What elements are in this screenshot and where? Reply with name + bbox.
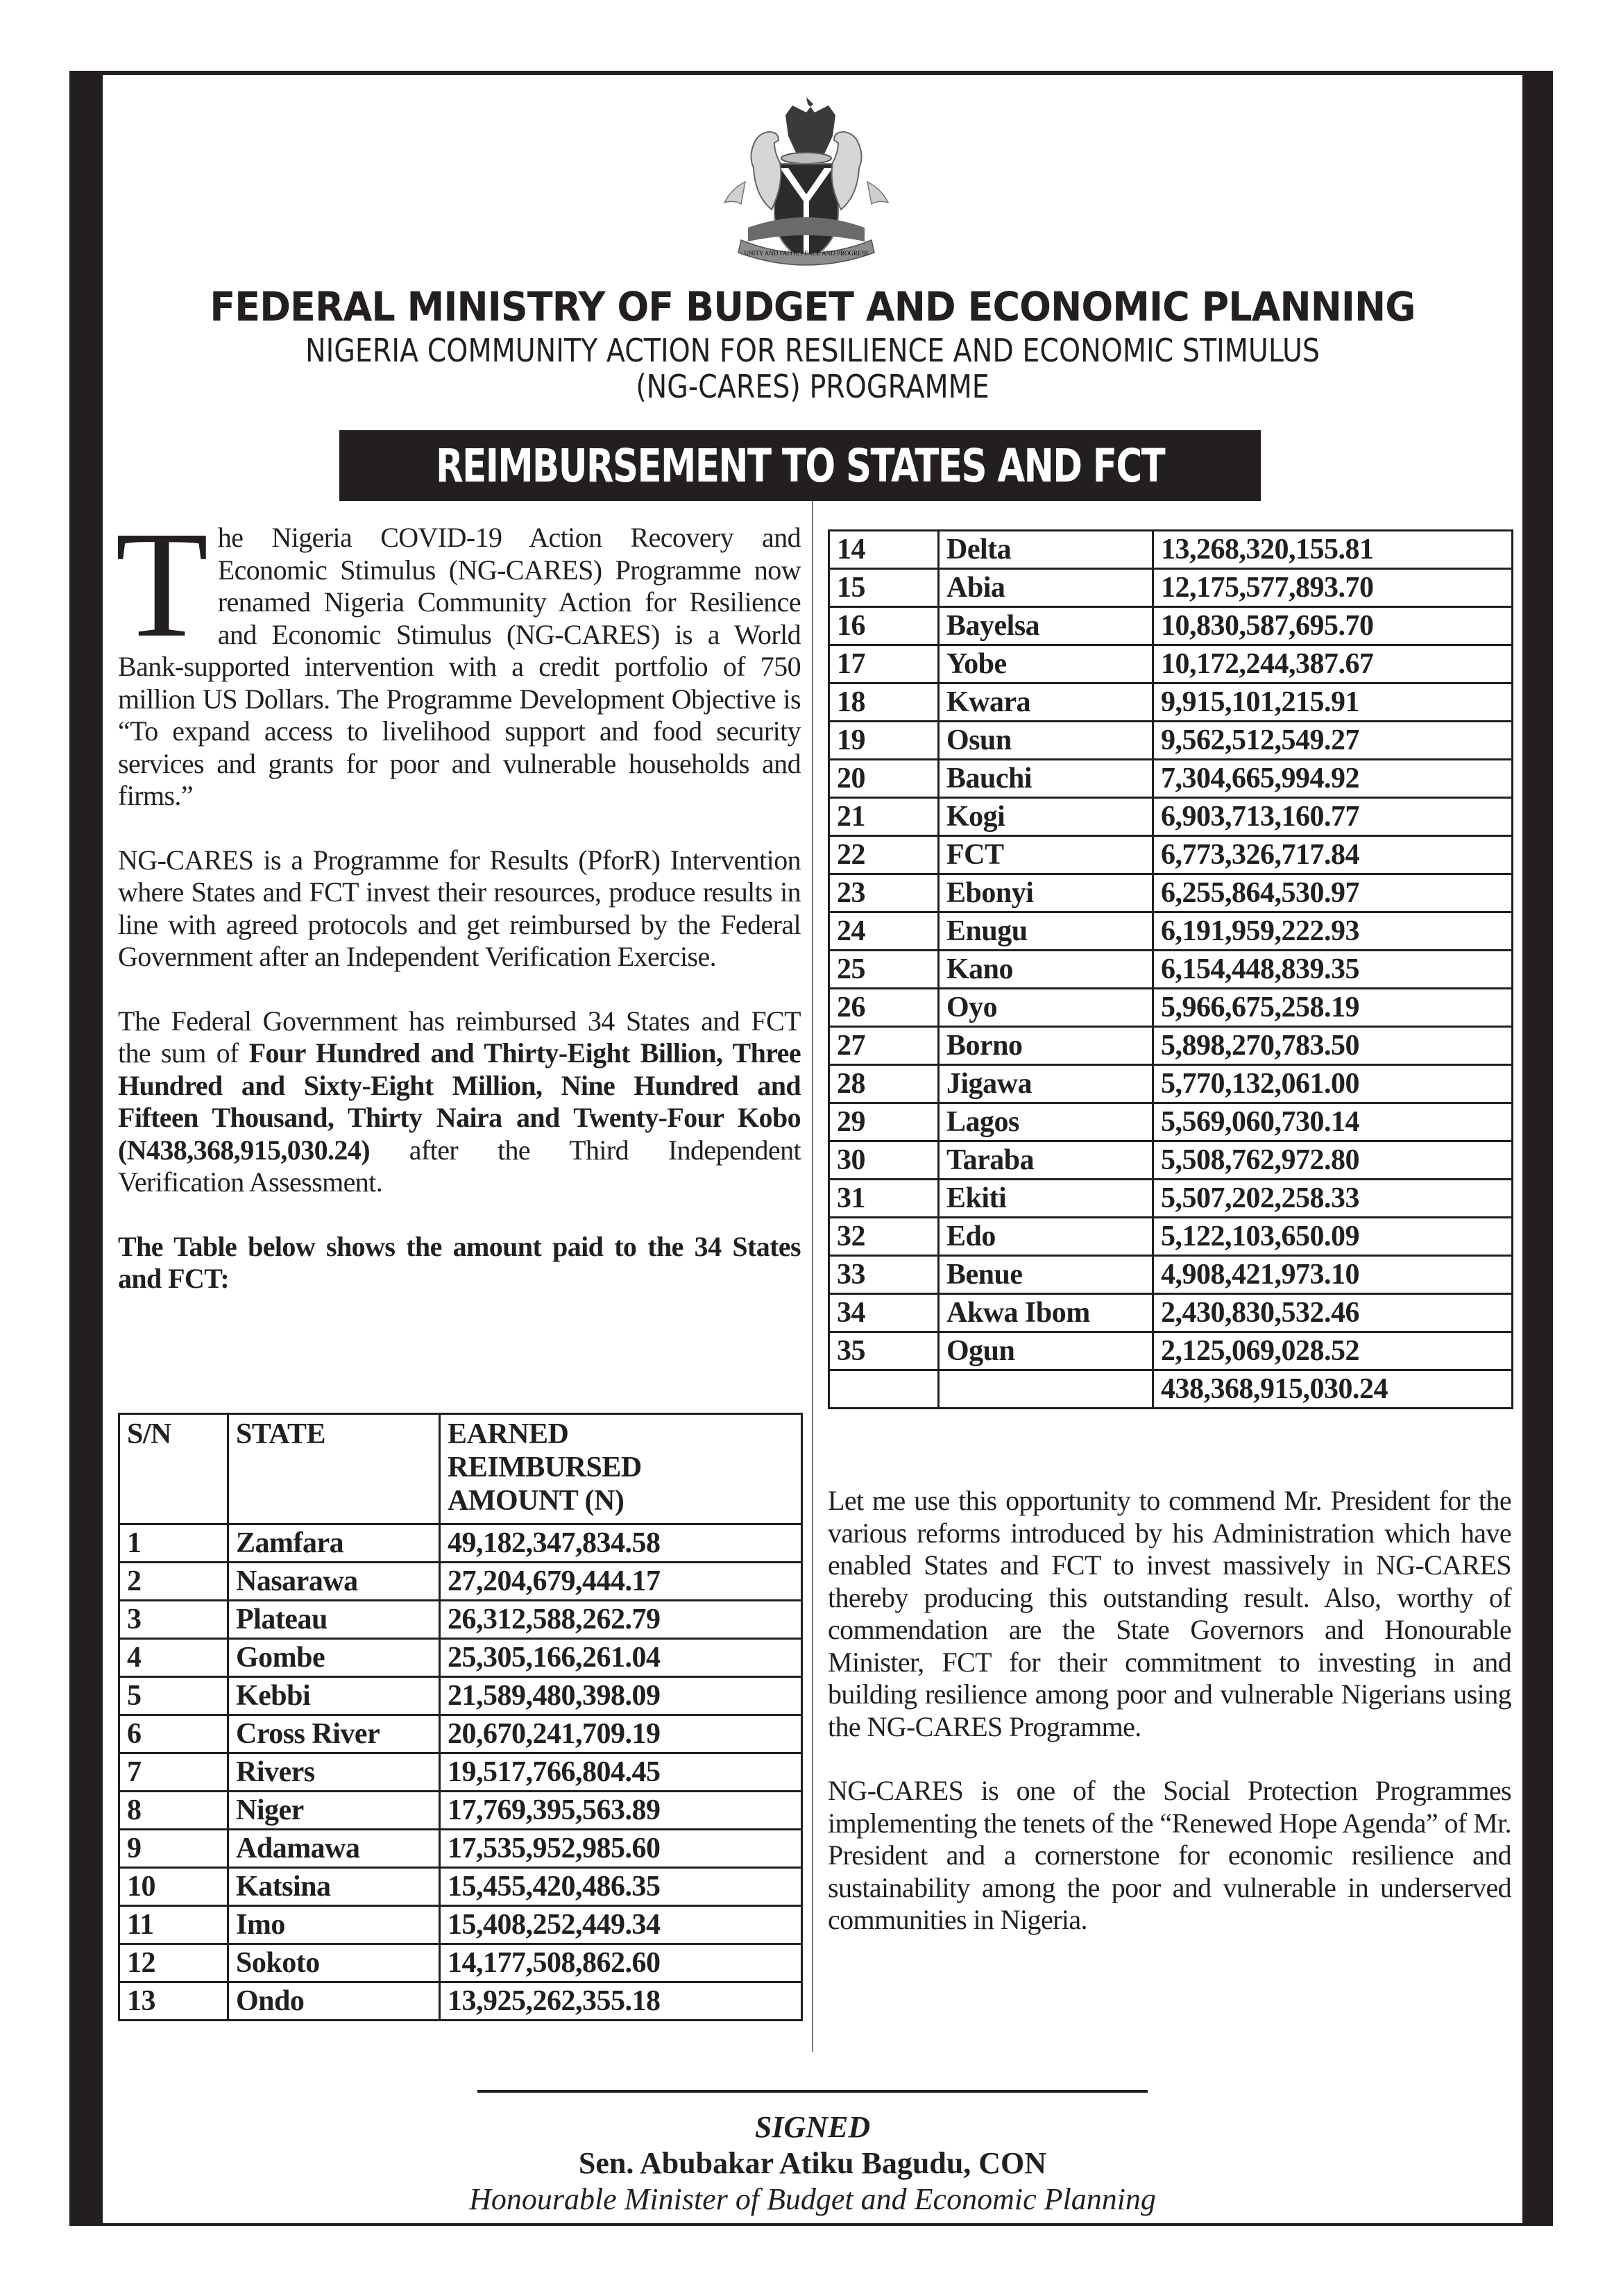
cell-sn: 15	[829, 569, 939, 607]
table-row	[119, 1906, 802, 1944]
cell-state: Katsina	[228, 1868, 440, 1906]
cell-amount: 12,175,577,893.70	[1153, 569, 1513, 607]
cell-state: Yobe	[939, 645, 1153, 683]
cell-state: Abia	[939, 569, 1153, 607]
cell-sn: 3	[119, 1601, 228, 1639]
signatory-name: Sen. Abubakar Atiku Bagudu, CON	[578, 2146, 1047, 2180]
cell-state: Ekiti	[939, 1180, 1153, 1218]
cell-sn: 13	[119, 1982, 228, 2021]
cell-sn: 22	[829, 836, 939, 874]
table-row	[829, 760, 1513, 798]
left-column	[115, 500, 801, 1299]
programme-title-line2: (NG-CARES) PROGRAMME	[636, 368, 989, 405]
table-row	[829, 1027, 1513, 1065]
cell-amount: 19,517,766,804.45	[440, 1753, 802, 1792]
banner-text: REIMBURSEMENT TO STATES AND FCT	[435, 439, 1165, 493]
svg-text:UNITY AND FAITH, PEACE AND PRO: UNITY AND FAITH, PEACE AND PROGRESS	[744, 250, 869, 257]
cell-amount: 5,507,202,258.33	[1153, 1180, 1513, 1218]
cell-sn: 19	[829, 722, 939, 760]
cell-sn: 6	[119, 1715, 228, 1753]
ministry-title: FEDERAL MINISTRY OF BUDGET AND ECONOMIC PLANNING	[210, 283, 1416, 330]
cell-amount: 2,125,069,028.52	[1153, 1332, 1513, 1370]
cell-amount: 438,368,915,030.24	[1153, 1370, 1513, 1409]
cell-amount: 6,773,326,717.84	[1153, 836, 1513, 874]
cell-state: Jigawa	[939, 1065, 1153, 1103]
cell-sn: 14	[829, 531, 939, 569]
cell-amount: 4,908,421,973.10	[1153, 1256, 1513, 1294]
cell-amount: 5,966,675,258.19	[1153, 989, 1513, 1027]
cell-state: Kano	[939, 951, 1153, 989]
cell-state: Zamfara	[228, 1524, 440, 1563]
cell-state: Kwara	[939, 683, 1153, 722]
table-row	[829, 569, 1513, 607]
cell-state	[939, 1370, 1153, 1409]
cell-sn: 1	[119, 1524, 228, 1563]
cell-sn: 34	[829, 1294, 939, 1332]
cell-state: Enugu	[939, 912, 1153, 951]
table-row	[119, 1563, 802, 1601]
cell-sn: 24	[829, 912, 939, 951]
cell-state: Edo	[939, 1218, 1153, 1256]
table-row	[829, 1294, 1513, 1332]
cell-amount: 7,304,665,994.92	[1153, 760, 1513, 798]
cell-state: Cross River	[228, 1715, 440, 1753]
cell-state: Nasarawa	[228, 1563, 440, 1601]
frame-bottom-border	[69, 2223, 1553, 2226]
cell-state: Osun	[939, 722, 1153, 760]
cell-sn: 25	[829, 951, 939, 989]
cell-amount: 5,508,762,972.80	[1153, 1141, 1513, 1180]
cell-state: Ebonyi	[939, 874, 1153, 912]
table-row	[119, 1524, 802, 1563]
pforr-paragraph: NG-CARES is a Programme for Results (PforR) Intervention where States and FCT invest their resources, produce results in line with agreed protocols and get reimbursed by the Federal Government after an Independent Verification Exercise.	[118, 844, 801, 972]
drop-cap: T	[115, 500, 208, 669]
cell-amount: 5,770,132,061.00	[1153, 1065, 1513, 1103]
table-row	[829, 912, 1513, 951]
table-row	[829, 607, 1513, 645]
cell-sn: 32	[829, 1218, 939, 1256]
table-row	[119, 1792, 802, 1830]
table-row	[829, 1141, 1513, 1180]
cell-amount: 5,898,270,783.50	[1153, 1027, 1513, 1065]
cell-sn: 28	[829, 1065, 939, 1103]
table-header-row	[119, 1414, 802, 1524]
column-divider	[812, 501, 813, 2052]
reimbursement-table-part2	[828, 529, 1513, 1409]
cell-amount: 10,830,587,695.70	[1153, 607, 1513, 645]
cell-state: Adamawa	[228, 1830, 440, 1868]
table-row	[119, 1715, 802, 1753]
cell-sn: 7	[119, 1753, 228, 1792]
table-row	[119, 1982, 802, 2021]
table-row	[119, 1830, 802, 1868]
header-amount: EARNED REIMBURSED AMOUNT (N)	[440, 1414, 802, 1524]
cell-amount: 9,562,512,549.27	[1153, 722, 1513, 760]
table-row	[119, 1753, 802, 1792]
table-row	[829, 1218, 1513, 1256]
cell-sn: 10	[119, 1868, 228, 1906]
intro-paragraph: The Nigeria COVID-19 Action Recovery and Economic Stimulus (NG-CARES) Programme now renamed Nigeria Community Action for Resilience and Economic Stimulus (NG-CARES) is a World Bank-supported intervention with a credit portfolio of 750 million US Dollars. The Programme Development Objective is “To expand access to livelihood support and food security services and grants for poor and vulnerable households and firms.”	[115, 500, 801, 811]
table-row	[829, 1256, 1513, 1294]
cell-amount: 49,182,347,834.58	[440, 1524, 802, 1563]
cell-state: Akwa Ibom	[939, 1294, 1153, 1332]
cell-sn: 17	[829, 645, 939, 683]
cell-state: Sokoto	[228, 1944, 440, 1982]
cell-sn: 29	[829, 1103, 939, 1141]
cell-sn: 23	[829, 874, 939, 912]
cell-amount: 15,408,252,449.34	[440, 1906, 802, 1944]
cell-amount: 20,670,241,709.19	[440, 1715, 802, 1753]
cell-sn: 27	[829, 1027, 939, 1065]
cell-state: Niger	[228, 1792, 440, 1830]
signature-rule	[477, 2090, 1148, 2093]
header-sn: S/N	[119, 1414, 228, 1524]
cell-sn: 31	[829, 1180, 939, 1218]
cell-sn: 11	[119, 1906, 228, 1944]
frame-right-border	[1522, 71, 1553, 2226]
cell-state: Taraba	[939, 1141, 1153, 1180]
cell-state: Ondo	[228, 1982, 440, 2021]
table-row	[119, 1868, 802, 1906]
cell-state: Rivers	[228, 1753, 440, 1792]
cell-amount: 2,430,830,532.46	[1153, 1294, 1513, 1332]
cell-amount: 17,769,395,563.89	[440, 1792, 802, 1830]
cell-state: Benue	[939, 1256, 1153, 1294]
table-row	[829, 836, 1513, 874]
table-row	[119, 1601, 802, 1639]
table-row	[829, 798, 1513, 836]
sum-paragraph: The Federal Government has reimbursed 34 States and FCT the sum of Four Hundred and Thirty-Eight Billion, Three Hundred and Sixty-Eight Million, Nine Hundred and Fifteen Thousand, Thirty Naira and Twenty-Four Kobo (N438,368,915,030.24) after the Third Independent Verification Assessment.	[118, 1005, 801, 1198]
cell-amount: 15,455,420,486.35	[440, 1868, 802, 1906]
cell-state: Oyo	[939, 989, 1153, 1027]
cell-state: Gombe	[228, 1639, 440, 1677]
cell-sn	[829, 1370, 939, 1409]
frame-left-border	[69, 71, 103, 2226]
cell-sn: 8	[119, 1792, 228, 1830]
table-row	[829, 531, 1513, 569]
cell-amount: 6,191,959,222.93	[1153, 912, 1513, 951]
programme-title-line1: NIGERIA COMMUNITY ACTION FOR RESILIENCE AND ECONOMIC STIMULUS	[305, 332, 1320, 369]
cell-sn: 30	[829, 1141, 939, 1180]
cell-sn: 26	[829, 989, 939, 1027]
table-total-row	[829, 1370, 1513, 1409]
section-banner	[339, 430, 1261, 501]
cell-amount: 14,177,508,862.60	[440, 1944, 802, 1982]
cell-sn: 4	[119, 1639, 228, 1677]
cell-amount: 27,204,679,444.17	[440, 1563, 802, 1601]
cell-sn: 9	[119, 1830, 228, 1868]
table-row	[119, 1677, 802, 1715]
cell-state: Plateau	[228, 1601, 440, 1639]
table-intro: The Table below shows the amount paid to the 34 States and FCT:	[118, 1230, 801, 1294]
cell-sn: 33	[829, 1256, 939, 1294]
right-column	[828, 1485, 1511, 1968]
cell-state: Borno	[939, 1027, 1153, 1065]
table-row	[829, 722, 1513, 760]
table-row	[829, 1332, 1513, 1370]
social-protection-paragraph: NG-CARES is one of the Social Protection Programmes implementing the tenets of the “Renewed Hope Agenda” of Mr. President and a cornerstone for economic resilience and sustainability among the poor and vulnerable in underserved communities in Nigeria.	[828, 1775, 1511, 1935]
cell-sn: 12	[119, 1944, 228, 1982]
cell-amount: 25,305,166,261.04	[440, 1639, 802, 1677]
reimbursement-table-part1	[118, 1413, 803, 2021]
table-row	[829, 645, 1513, 683]
cell-state: FCT	[939, 836, 1153, 874]
cell-state: Bayelsa	[939, 607, 1153, 645]
cell-sn: 21	[829, 798, 939, 836]
cell-amount: 10,172,244,387.67	[1153, 645, 1513, 683]
cell-sn: 35	[829, 1332, 939, 1370]
table-row	[829, 683, 1513, 722]
table-row	[829, 989, 1513, 1027]
cell-amount: 6,255,864,530.97	[1153, 874, 1513, 912]
table-row	[119, 1944, 802, 1982]
cell-amount: 5,122,103,650.09	[1153, 1218, 1513, 1256]
signed-label: SIGNED	[754, 2110, 871, 2144]
cell-amount: 13,925,262,355.18	[440, 1982, 802, 2021]
cell-sn: 5	[119, 1677, 228, 1715]
cell-state: Imo	[228, 1906, 440, 1944]
cell-sn: 16	[829, 607, 939, 645]
table-row	[829, 874, 1513, 912]
table-row	[829, 1103, 1513, 1141]
table-row	[829, 951, 1513, 989]
cell-amount: 17,535,952,985.60	[440, 1830, 802, 1868]
signatory-title: Honourable Minister of Budget and Economic Planning	[469, 2182, 1156, 2216]
cell-amount: 6,154,448,839.35	[1153, 951, 1513, 989]
cell-state: Lagos	[939, 1103, 1153, 1141]
cell-sn: 2	[119, 1563, 228, 1601]
header-state: STATE	[228, 1414, 440, 1524]
cell-amount: 6,903,713,160.77	[1153, 798, 1513, 836]
commend-paragraph: Let me use this opportunity to commend Mr. President for the various reforms introduced by his Administration which have enabled States and FCT to invest massively in NG-CARES thereby producing this outstanding result. Also, worthy of commendation are the State Governors and Honourable Minister, FCT for their commitment to investing in and building resilience among poor and vulnerable Nigerians using the NG-CARES Programme.	[828, 1485, 1511, 1742]
sum-amount-words: Four Hundred and Thirty-Eight Billion, Three Hundred and Sixty-Eight Million, Nine Hundred and Fifteen Thousand, Thirty Naira and Twenty-Four Kobo (N438,368,915,030.24)	[118, 1037, 801, 1166]
cell-amount: 5,569,060,730.14	[1153, 1103, 1513, 1141]
cell-amount: 21,589,480,398.09	[440, 1677, 802, 1715]
cell-amount: 13,268,320,155.81	[1153, 531, 1513, 569]
coat-of-arms-icon	[702, 92, 910, 271]
frame-top-border	[69, 71, 1553, 75]
table-row	[829, 1180, 1513, 1218]
cell-state: Kogi	[939, 798, 1153, 836]
cell-state: Kebbi	[228, 1677, 440, 1715]
table-row	[829, 1065, 1513, 1103]
cell-state: Delta	[939, 531, 1153, 569]
cell-sn: 20	[829, 760, 939, 798]
cell-amount: 9,915,101,215.91	[1153, 683, 1513, 722]
cell-sn: 18	[829, 683, 939, 722]
cell-state: Bauchi	[939, 760, 1153, 798]
table-row	[119, 1639, 802, 1677]
cell-state: Ogun	[939, 1332, 1153, 1370]
cell-amount: 26,312,588,262.79	[440, 1601, 802, 1639]
